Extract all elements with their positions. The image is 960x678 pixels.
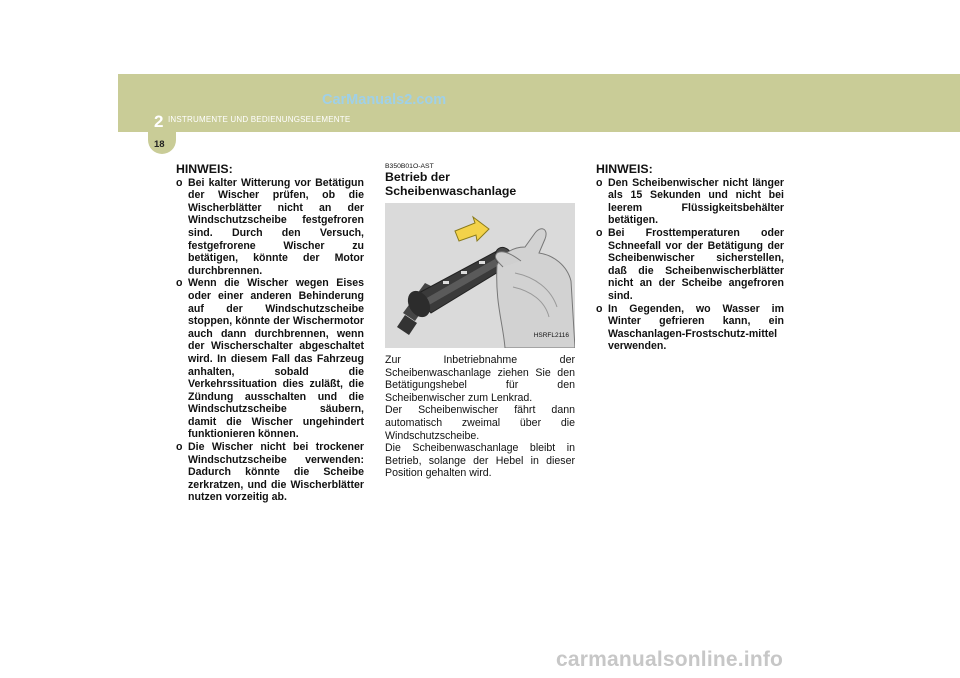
right-bullet-2	[596, 227, 784, 303]
chapter-title: INSTRUMENTE UND BEDIENUNGSELEMENTE	[168, 115, 351, 124]
bullet-text: Wenn die Wischer wegen Eises oder einer anderen Behinderung auf der Windschutzscheibe stoppen, könnte der Wischermotor auch dann durchbrennen, wenn der Wischerschalter abgeschaltet wird. In diesem Fall das Fahrzeug anhalten, sobald die Verkehrssituation dies zuläßt, die Zündung ausschalten und die Windschutzscheibe säubern, damit die Wischer ungehindert funktionieren können.	[188, 277, 364, 441]
bullet-marker: o	[176, 176, 183, 189]
section-body	[385, 354, 575, 480]
figure-label: HSRFL2116	[533, 332, 569, 340]
left-bullet-1	[176, 177, 364, 278]
left-bullet-3	[176, 441, 364, 504]
watermark-bottom[interactable]: carmanualsonline.info	[556, 648, 784, 671]
right-column	[596, 163, 784, 353]
bullet-marker: o	[596, 302, 603, 315]
bullet-text: Den Scheibenwischer nicht länger als 15 Sekunden und nicht bei leerem Flüssigkeitsbehälter betätigen.	[608, 176, 784, 227]
left-column	[176, 163, 364, 504]
bullet-marker: o	[596, 226, 603, 239]
middle-column	[385, 163, 575, 480]
right-bullet-3	[596, 303, 784, 353]
bullet-text: Bei kalter Witterung vor Betätigun der Wischer prüfen, ob die Wischerblätter nicht an der Windschutzscheibe festgefroren sind. Durch den Versuch, festgefrorene Wischer zu betätigen, könnte der Motor durchbrennen.	[188, 176, 364, 277]
section-title: Betrieb der Scheibenwaschanlage	[385, 170, 517, 198]
body-paragraph: Zur Inbetriebnahme der Scheibenwaschanlage ziehen Sie den Betätigungshebel für den Scheibenwischer zum Lenkrad.	[385, 354, 575, 404]
section-code: B350B01O-AST	[385, 163, 434, 170]
page-number: 18	[154, 139, 165, 150]
bullet-text: Bei Frosttemperaturen oder Schneefall vor der Betätigung der Scheibenwischer sicherstellen, daß die Scheibenwischerblätter nicht an der Scheibe angefroren sind.	[608, 226, 784, 302]
left-hint-title: HINWEIS:	[176, 162, 233, 176]
bullet-marker: o	[176, 277, 183, 290]
right-hint-title: HINWEIS:	[596, 162, 653, 176]
bullet-text: Die Wischer nicht bei trockener Windschutzscheibe verwenden: Dadurch könnte die Scheibe zerkratzen, und die Wischerblätter nutzen vorzeitig ab.	[188, 441, 364, 504]
chapter-number: 2	[154, 112, 164, 131]
body-paragraph: Der Scheibenwischer fährt dann automatisch zweimal über die Windschutzscheibe.	[385, 404, 575, 442]
bullet-marker: o	[176, 441, 183, 454]
left-bullet-2	[176, 277, 364, 441]
watermark-top[interactable]: CarManuals2.com	[322, 92, 447, 108]
body-paragraph: Die Scheibenwaschanlage bleibt in Betrieb, solange der Hebel in dieser Position gehalten wird.	[385, 442, 575, 480]
bullet-text: In Gegenden, wo Wasser im Winter gefrieren kann, ein Waschanlagen-Frostschutz-mittel verwenden.	[608, 302, 784, 353]
bullet-marker: o	[596, 176, 603, 189]
wiper-lever-illustration	[385, 203, 575, 348]
right-bullet-1	[596, 177, 784, 227]
hand-lever-drawing	[385, 203, 575, 348]
